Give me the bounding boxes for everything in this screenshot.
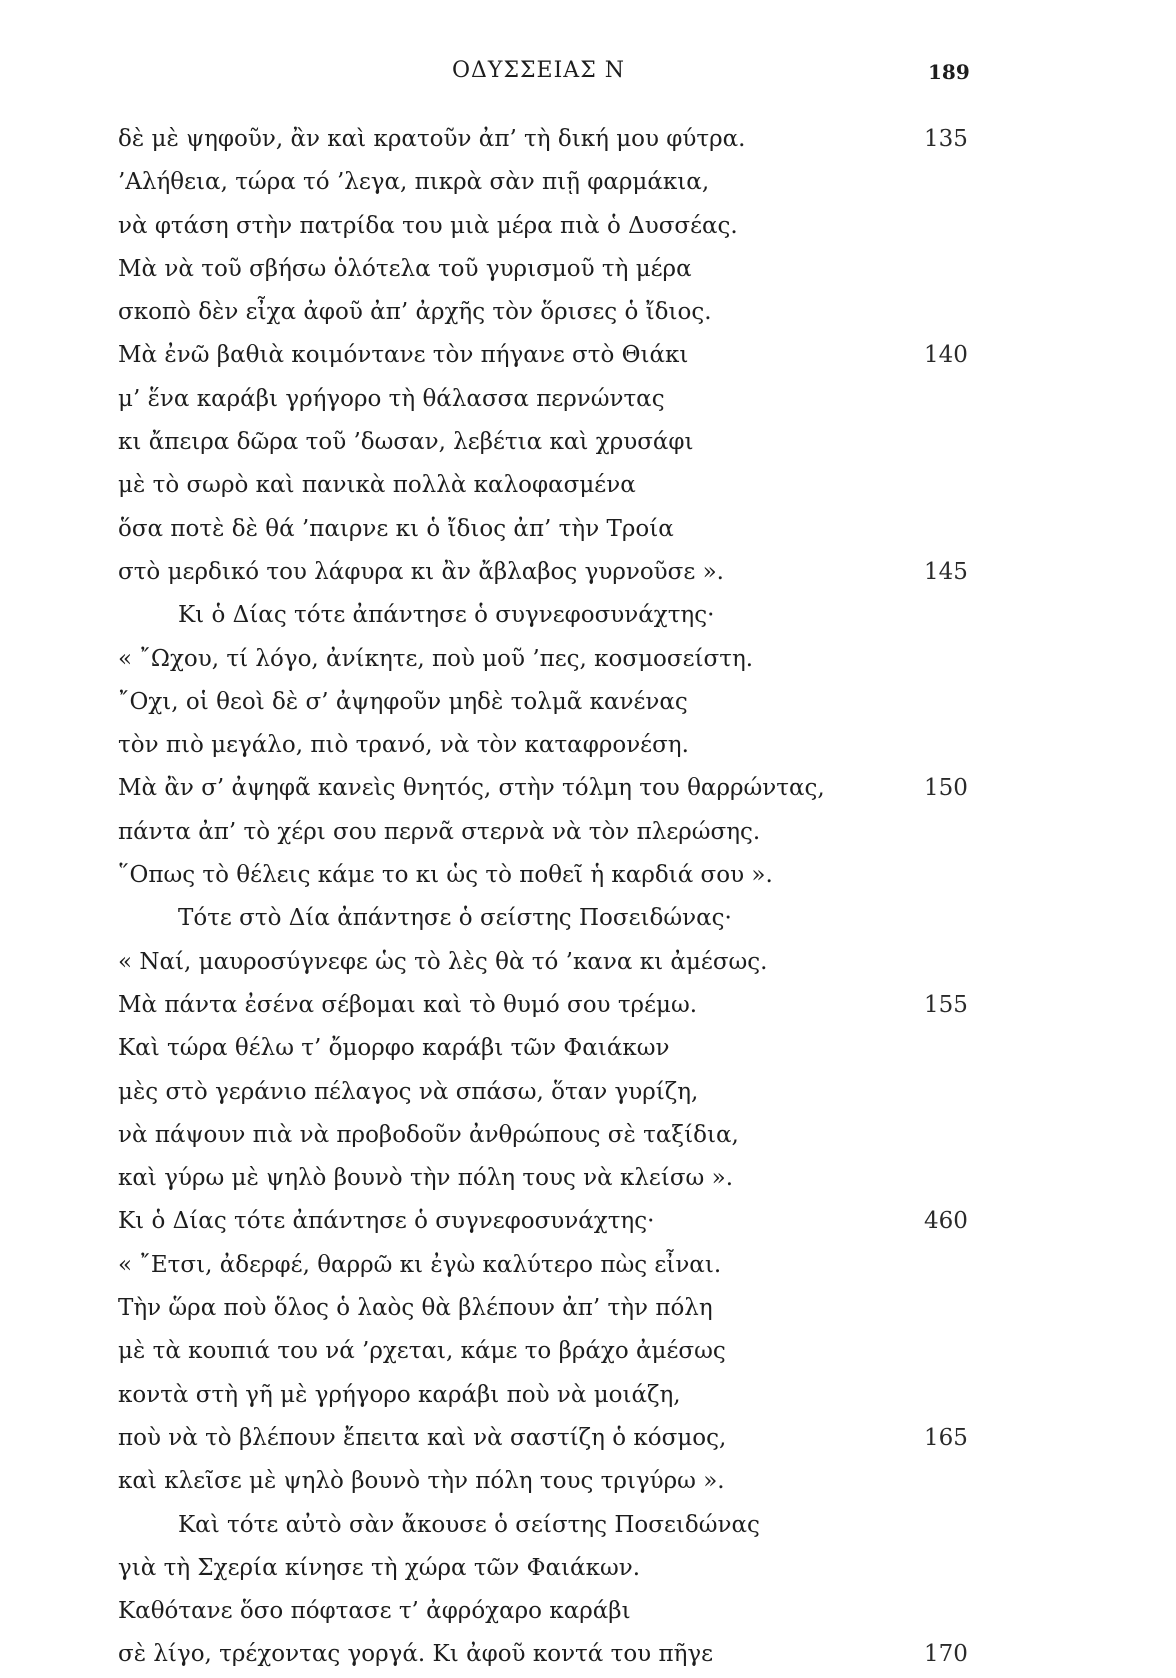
- verse-line: [118, 724, 978, 767]
- verse-text: στὸ μερδικό του λάφυρα κι ἂν ἄβλαβος γυρνοῦσε ».: [118, 558, 724, 585]
- verse-text: νὰ φτάση στὴν πατρίδα του μιὰ μέρα πιὰ ὁ Δυσσέας.: [118, 212, 738, 239]
- verse-line: [118, 811, 978, 854]
- verse-line: [118, 1071, 978, 1114]
- line-number: 140: [924, 342, 968, 369]
- verse-line: [118, 1200, 978, 1243]
- verse-line: [118, 118, 978, 161]
- line-number: 155: [924, 991, 968, 1018]
- verse-line: [118, 291, 978, 334]
- verse-line: [118, 378, 978, 421]
- verse-text: « Ναί, μαυροσύγνεφε ὡς τὸ λὲς θὰ τό ’κανα κι ἀμέσως.: [118, 948, 768, 975]
- verse-line: [118, 1244, 978, 1287]
- verse-text: σὲ λίγο, τρέχοντας γοργά. Κι ἀφοῦ κοντά του πῆγε: [118, 1641, 714, 1668]
- verse-line: [118, 1460, 978, 1503]
- verse-line: [118, 767, 978, 810]
- verse-line: [118, 508, 978, 551]
- verse-line: [118, 638, 978, 681]
- verse-line: [118, 594, 978, 637]
- verse-text: μ’ ἕνα καράβι γρήγορο τὴ θάλασσα περνώντας: [118, 385, 665, 412]
- verse-text: Κι ὁ Δίας τότε ἀπάντησε ὁ συγνεφοσυνάχτης·: [178, 602, 715, 629]
- verse-line: [118, 1114, 978, 1157]
- verse-text: Τότε στὸ Δία ἀπάντησε ὁ σείστης Ποσειδώνας·: [178, 905, 732, 932]
- verse-line: [118, 248, 978, 291]
- page-number: 189: [928, 60, 970, 84]
- verse-text: ’Αλήθεια, τώρα τό ’λεγα, πικρὰ σὰν πιῇ φαρμάκια,: [118, 169, 710, 196]
- verse-text: μὲ τὸ σωρὸ καὶ πανικὰ πολλὰ καλοφασμένα: [118, 472, 636, 499]
- verse-line: [118, 421, 978, 464]
- verse-line: [118, 1590, 978, 1633]
- verse-line: [118, 984, 978, 1027]
- verse-line: [118, 1417, 978, 1460]
- verse-line: [118, 897, 978, 940]
- verse-line: [118, 1504, 978, 1547]
- verse-line: [118, 334, 978, 377]
- verse-text: Μὰ ἂν σ’ ἀψηφᾶ κανεὶς θνητός, στὴν τόλμη του θαρρώντας,: [118, 775, 825, 802]
- verse-text: γιὰ τὴ Σχερία κίνησε τὴ χώρα τῶν Φαιάκων.: [118, 1554, 641, 1581]
- verse-text: σκοπὸ δὲν εἶχα ἀφοῦ ἀπ’ ἀρχῆς τὸν ὅρισες ὁ ἴδιος.: [118, 299, 712, 326]
- running-title: ΟΔΥΣΣΕΙΑΣ Ν: [452, 58, 625, 83]
- verse-line: [118, 1157, 978, 1200]
- line-number: 150: [924, 775, 968, 802]
- verse-line: [118, 161, 978, 204]
- poem-text: [118, 118, 978, 1677]
- verse-text: Μὰ πάντα ἐσένα σέβομαι καὶ τὸ θυμό σου τρέμω.: [118, 991, 698, 1018]
- verse-text: Καὶ τότε αὐτὸ σὰν ἄκουσε ὁ σείστης Ποσειδώνας: [178, 1511, 760, 1538]
- verse-text: μὲ τὰ κουπιά του νά ’ρχεται, κάμε το βράχο ἀμέσως: [118, 1338, 726, 1365]
- verse-line: [118, 551, 978, 594]
- verse-text: κι ἄπειρα δῶρα τοῦ ’δωσαν, λεβέτια καὶ χρυσάφι: [118, 429, 694, 456]
- verse-text: μὲς στὸ γεράνιο πέλαγος νὰ σπάσω, ὅταν γυρίζη,: [118, 1078, 699, 1105]
- line-number: 170: [924, 1641, 968, 1668]
- verse-text: πάντα ἀπ’ τὸ χέρι σου περνᾶ στερνὰ νὰ τὸν πλερώσης.: [118, 818, 761, 845]
- verse-line: [118, 1027, 978, 1070]
- verse-line: [118, 941, 978, 984]
- verse-text: Καθότανε ὅσο πόφτασε τ’ ἀφρόχαρο καράβι: [118, 1598, 631, 1625]
- verse-line: [118, 1547, 978, 1590]
- verse-text: Τὴν ὥρα ποὺ ὅλος ὁ λαὸς θὰ βλέπουν ἀπ’ τὴν πόλη: [118, 1295, 713, 1322]
- verse-text: Μὰ νὰ τοῦ σβήσω ὁλότελα τοῦ γυρισμοῦ τὴ μέρα: [118, 255, 692, 282]
- line-number: 135: [924, 126, 968, 152]
- verse-line: [118, 464, 978, 507]
- verse-line: [118, 1330, 978, 1373]
- verse-text: ῎Οχι, οἱ θεοὶ δὲ σ’ ἀψηφοῦν μηδὲ τολμᾶ κανένας: [118, 688, 688, 715]
- verse-line: [118, 854, 978, 897]
- verse-text: δὲ μὲ ψηφοῦν, ἂν καὶ κρατοῦν ἀπ’ τὴ δική μου φύτρα.: [118, 126, 746, 152]
- line-number: 165: [924, 1424, 968, 1451]
- line-number: 145: [924, 558, 968, 585]
- verse-text: ὅσα ποτὲ δὲ θά ’παιρνε κι ὁ ἴδιος ἀπ’ τὴν Τροία: [118, 515, 674, 542]
- running-head: [0, 58, 1176, 88]
- verse-line: [118, 681, 978, 724]
- verse-line: [118, 1633, 978, 1676]
- verse-text: ῞Οπως τὸ θέλεις κάμε το κι ὡς τὸ ποθεῖ ἡ καρδιά σου ».: [118, 862, 773, 889]
- verse-text: νὰ πάψουν πιὰ νὰ προβοδοῦν ἀνθρώπους σὲ ταξίδια,: [118, 1121, 739, 1148]
- verse-text: τὸν πιὸ μεγάλο, πιὸ τρανό, νὰ τὸν καταφρονέση.: [118, 732, 689, 759]
- verse-text: « ῎Ετσι, ἀδερφέ, θαρρῶ κι ἐγὼ καλύτερο πὼς εἶναι.: [118, 1251, 722, 1278]
- verse-line: [118, 1374, 978, 1417]
- verse-text: καὶ γύρω μὲ ψηλὸ βουνὸ τὴν πόλη τους νὰ κλείσω ».: [118, 1165, 734, 1192]
- verse-line: [118, 205, 978, 248]
- verse-line: [118, 1287, 978, 1330]
- verse-text: καὶ κλεῖσε μὲ ψηλὸ βουνὸ τὴν πόλη τους τριγύρω ».: [118, 1468, 725, 1495]
- verse-text: Κι ὁ Δίας τότε ἀπάντησε ὁ συγνεφοσυνάχτης·: [118, 1208, 655, 1235]
- verse-text: « ῎Ωχου, τί λόγο, ἀνίκητε, ποὺ μοῦ ’πες, κοσμοσείστη.: [118, 645, 754, 672]
- verse-text: κοντὰ στὴ γῆ μὲ γρήγορο καράβι ποὺ νὰ μοιάζη,: [118, 1381, 681, 1408]
- line-number: 460: [924, 1208, 968, 1235]
- verse-text: Καὶ τώρα θέλω τ’ ὄμορφο καράβι τῶν Φαιάκων: [118, 1035, 670, 1062]
- verse-text: ποὺ νὰ τὸ βλέπουν ἔπειτα καὶ νὰ σαστίζη ὁ κόσμος,: [118, 1424, 727, 1451]
- verse-text: Μὰ ἐνῶ βαθιὰ κοιμόντανε τὸν πήγανε στὸ Θιάκι: [118, 342, 689, 369]
